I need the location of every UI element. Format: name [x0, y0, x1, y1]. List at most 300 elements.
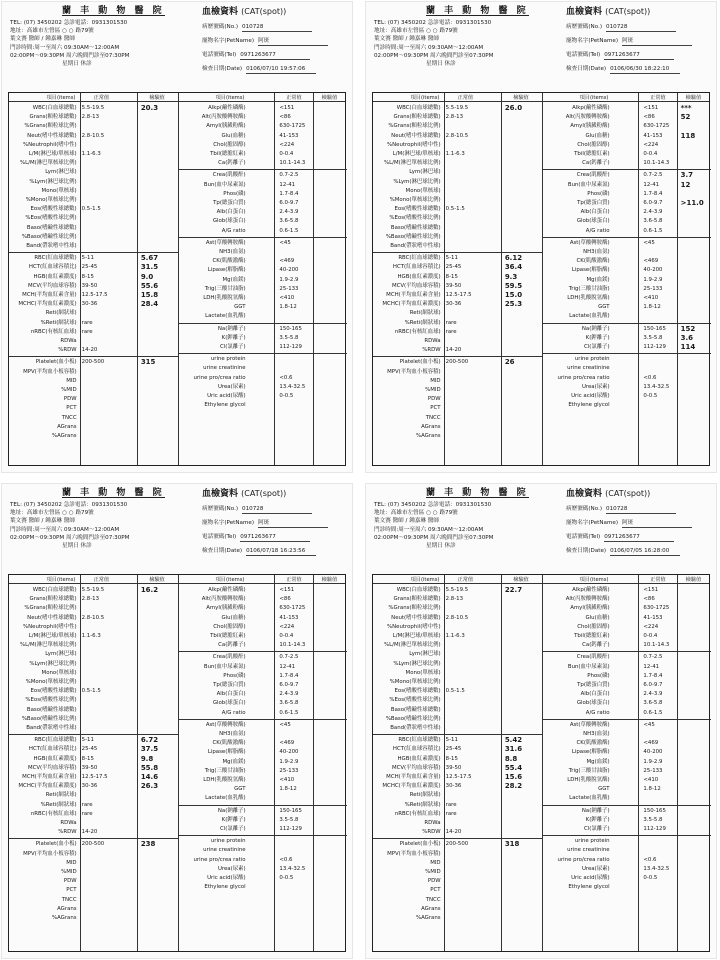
normal-range: rare	[445, 319, 457, 326]
normal-range: rare	[445, 801, 457, 808]
test-name: Bun(血中尿素氮)	[567, 181, 610, 188]
test-name: Alb(白蛋白)	[216, 209, 246, 216]
table-row	[373, 423, 709, 432]
table-row	[373, 414, 709, 423]
table-row	[373, 181, 709, 190]
test-name: %L/M(淋巴單核球比例)	[384, 642, 441, 649]
result-value: 315	[140, 358, 156, 367]
normal-range: 0-0.5	[279, 393, 294, 399]
exam-date-value: 0106/07/10 19:57:06	[246, 66, 316, 74]
normal-range: 40-200	[643, 749, 663, 756]
normal-range: 25-133	[643, 285, 663, 292]
test-name: L/M(淋巴球/單核球)	[28, 633, 77, 639]
test-name: AGrans	[57, 423, 77, 430]
test-name: Alb(白蛋白)	[580, 209, 610, 216]
test-name: RBC(紅血球總數)	[34, 737, 77, 744]
header-normal: 正常值	[93, 95, 110, 101]
test-name: Trig(三酸甘油脂)	[204, 767, 246, 774]
table-row	[9, 663, 345, 672]
normal-range: 2.4-3.9	[643, 209, 663, 216]
header-result: 檢驗值	[321, 577, 338, 583]
table-row	[9, 730, 345, 739]
normal-range: 1.1-6.3	[81, 633, 101, 639]
test-name: %MID	[425, 387, 441, 393]
test-name: WBC(白血球總數)	[32, 587, 77, 593]
exam-date-field	[566, 548, 680, 556]
test-name: K(鉀離子)	[585, 334, 610, 341]
test-name: urine creatinine	[567, 847, 610, 854]
test-name: %Neutrophil(嗜中性)	[22, 623, 77, 630]
normal-range: 2.8-10.5	[81, 132, 105, 139]
table-row	[373, 690, 709, 699]
case-number-label: 病歷號碼(No.)	[202, 24, 239, 30]
result-value: 36.4	[504, 263, 523, 272]
result-value: 52	[680, 113, 691, 122]
report-title-text: 血檢資料	[202, 7, 239, 17]
normal-range: 1.9-2.9	[643, 758, 663, 765]
test-name: %L/M(淋巴單核球比例)	[384, 160, 441, 167]
result-value: 15.8	[140, 291, 159, 299]
test-name: Na(鈉離子)	[581, 325, 610, 332]
test-name: urine pro/crea ratio	[193, 856, 246, 863]
normal-range: <0.6	[279, 374, 293, 381]
normal-range: <45	[279, 239, 291, 246]
table-row	[373, 641, 709, 650]
normal-range: 150-165	[643, 807, 666, 814]
test-name: %MID	[61, 869, 77, 875]
table-row	[373, 227, 709, 236]
test-name: WBC(白血球總數)	[32, 105, 77, 111]
normal-range: 0-0.4	[643, 633, 658, 639]
test-name: MCHC(平均血紅素濃度)	[382, 301, 441, 308]
normal-range: <410	[279, 777, 295, 783]
normal-range: <86	[279, 596, 291, 603]
test-name: CK(肌酸激酶)	[212, 740, 246, 747]
normal-range: 30-36	[81, 783, 98, 790]
clinic-hours-evening: 02:00PM～09:30PM 周六晚間門診至07:30PM	[374, 535, 494, 541]
test-name: Mg(血鎂)	[586, 276, 610, 283]
test-name: %Mono(單核球比例)	[389, 679, 441, 685]
normal-range: <224	[279, 141, 295, 148]
table-row	[9, 699, 345, 708]
table-row	[373, 883, 709, 892]
test-name: Platelet(血小板)	[399, 359, 441, 366]
test-name: %Neutrophil(嗜中性)	[386, 141, 441, 148]
table-row	[9, 816, 345, 825]
test-name: WBC(白血球總數)	[396, 587, 441, 593]
normal-range: 3.6-5.8	[279, 218, 299, 225]
normal-range: 8-15	[445, 755, 458, 762]
table-row	[373, 672, 709, 681]
case-number-label: 病歷號碼(No.)	[566, 506, 603, 512]
test-name: Glu(血糖)	[221, 132, 246, 139]
test-name: RBC(紅血球總數)	[398, 737, 441, 744]
table-row	[9, 208, 345, 217]
test-name: Grans(顆粒球總數)	[29, 114, 77, 121]
normal-range: 41-153	[643, 132, 663, 139]
report-tag: (CAT(spot))	[241, 7, 287, 16]
owner-phone-field	[202, 52, 310, 60]
header-result: 檢驗值	[149, 577, 165, 583]
normal-range: 0.6-1.5	[643, 709, 663, 716]
clinic-hours: 門診時間:周一至周六 09:30AM～12:00AM	[10, 527, 120, 533]
test-name: Bun(血中尿素氮)	[203, 663, 246, 670]
result-value: 152	[680, 324, 696, 333]
clinic-hours: 門診時間:周一至周六 09:30AM～12:00AM	[10, 45, 120, 51]
lab-report-sheet	[2, 2, 352, 472]
test-name: Alt(丙胺酸轉胺酶)	[565, 596, 610, 603]
table-row	[9, 414, 345, 423]
normal-range: <224	[643, 623, 659, 630]
clinic-name: 蘭 丰 動 物 醫 院	[62, 6, 165, 16]
normal-range: 10.1-14.3	[643, 642, 670, 649]
table-row	[373, 159, 709, 168]
section-divider	[178, 169, 347, 170]
case-number-field	[202, 506, 312, 514]
test-name: Glu(血糖)	[221, 614, 246, 621]
normal-range: 5-11	[81, 737, 94, 744]
test-name: PDW	[427, 878, 441, 885]
test-name: Mg(血鎂)	[222, 758, 246, 765]
test-name: AGrans	[57, 905, 77, 912]
test-name: Lym(淋巴球)	[45, 169, 77, 176]
normal-range: rare	[445, 328, 457, 335]
clinic-address: 地址：高雄市左營區 ○ ○ 路79號	[10, 28, 94, 34]
table-row	[9, 641, 345, 650]
header-item: 項目(items)	[46, 95, 76, 101]
case-number-field	[566, 24, 676, 32]
normal-range: 12-41	[279, 663, 296, 670]
owner-phone-value: 0971263677	[604, 534, 674, 542]
report-header	[2, 484, 352, 570]
test-name: GGT	[234, 304, 246, 311]
normal-range: 12-41	[279, 181, 296, 188]
normal-range: 41-153	[279, 132, 299, 139]
normal-range: 630-1725	[643, 123, 670, 130]
result-value: 31.5	[140, 263, 159, 272]
test-name: %Lym(淋巴球比例)	[393, 178, 441, 185]
normal-range: 0.5-1.5	[81, 206, 101, 213]
table-row	[9, 334, 345, 343]
table-row	[373, 325, 709, 334]
normal-range: <151	[279, 587, 295, 593]
test-name: Lym(淋巴球)	[409, 169, 441, 176]
normal-range: <0.6	[643, 374, 657, 381]
table-row	[373, 874, 709, 883]
test-name: Eos(嗜酸性球總數)	[394, 688, 441, 695]
normal-range: 12-41	[643, 181, 660, 188]
normal-range: <410	[279, 295, 295, 301]
test-name: %Reti(網狀球)	[404, 801, 441, 808]
result-value: 118	[680, 131, 696, 140]
test-name: Urea(尿素)	[581, 865, 610, 872]
table-row	[373, 663, 709, 672]
normal-range: 1.9-2.9	[279, 758, 299, 765]
lab-results-table	[372, 92, 710, 466]
pet-name-label: 寵物名字(PetName)	[202, 520, 255, 526]
test-name: A/G ratio	[221, 709, 246, 716]
normal-range: 200-500	[445, 841, 469, 848]
table-row	[9, 248, 345, 257]
test-name: Crea(肌酸酐)	[212, 654, 246, 661]
normal-range: 200-500	[445, 359, 469, 366]
pet-name-value: 阿斑	[258, 38, 328, 46]
normal-range: 30-36	[81, 301, 98, 308]
table-row	[9, 432, 345, 441]
test-name: MCH(平均血紅素含量)	[22, 292, 77, 298]
test-name: Band(帶狀嗜中性球)	[26, 243, 77, 249]
test-name: Uric acid(尿酸)	[207, 875, 246, 881]
owner-phone-label: 電話號碼(Tel)	[566, 534, 601, 540]
normal-range: 30-36	[445, 783, 462, 790]
test-name: Lipase(解脂酶)	[571, 267, 610, 274]
table-row	[373, 846, 709, 855]
test-name: Lym(淋巴球)	[409, 651, 441, 658]
normal-range: <45	[279, 721, 291, 728]
test-name: Reti(網狀球)	[409, 310, 441, 317]
table-row	[9, 672, 345, 681]
normal-range: 14-20	[81, 829, 98, 836]
table-row	[9, 914, 345, 923]
table-row	[373, 141, 709, 150]
header-result: 檢驗值	[149, 95, 165, 101]
test-name: Urea(尿素)	[581, 383, 610, 390]
table-row	[373, 721, 709, 730]
test-name: Grans(顆粒球總數)	[393, 114, 441, 121]
test-name: %L/M(淋巴單核球比例)	[20, 642, 77, 649]
section-divider	[178, 805, 347, 806]
test-name: Cl(氯離子)	[583, 344, 610, 350]
test-name: Ast(草酸轉胺酶)	[569, 239, 610, 246]
normal-range: 0-0.5	[643, 393, 658, 399]
test-name: L/M(淋巴球/單核球)	[392, 151, 441, 157]
test-name: Ethylene glycol	[568, 402, 610, 409]
test-name: Baso(嗜鹼性球總數)	[26, 706, 77, 713]
normal-range: <0.6	[643, 856, 657, 863]
test-name: urine creatinine	[567, 365, 610, 372]
test-name: NH3(血氨)	[583, 731, 610, 737]
result-value: 28.2	[504, 782, 523, 791]
owner-phone-field	[566, 52, 674, 60]
table-row	[9, 846, 345, 855]
table-row	[9, 171, 345, 180]
normal-range: 25-133	[279, 285, 299, 292]
test-name: %Baso(嗜鹼性球比例)	[385, 233, 441, 240]
normal-range: 1.8-12	[643, 304, 661, 311]
result-value: 16.2	[140, 586, 159, 594]
exam-date-label: 檢查日期(Date)	[202, 66, 243, 72]
test-name: RBC(紅血球總數)	[398, 255, 441, 262]
test-name: Crea(肌酸酐)	[212, 172, 246, 179]
normal-range: 2.8-10.5	[445, 614, 469, 621]
test-name: Tp(總蛋白質)	[213, 200, 246, 206]
table-row	[9, 239, 345, 248]
test-name: Platelet(血小板)	[35, 841, 77, 848]
normal-range: 2.8-10.5	[81, 614, 105, 621]
exam-date-label: 檢查日期(Date)	[202, 548, 243, 554]
test-name: %Baso(嗜鹼性球比例)	[21, 233, 77, 240]
test-name: Phos(磷)	[587, 672, 610, 679]
normal-range: 5-11	[445, 737, 458, 744]
normal-range: 112-129	[279, 826, 302, 832]
normal-range: 14-20	[81, 347, 98, 354]
normal-range: 112-129	[279, 344, 302, 350]
test-name: Tp(總蛋白質)	[577, 682, 610, 688]
normal-range: 5.5-19.5	[445, 105, 469, 111]
table-header-row	[9, 575, 345, 584]
table-row	[373, 355, 709, 364]
table-row	[373, 266, 709, 275]
test-name: %Baso(嗜鹼性球比例)	[385, 715, 441, 722]
table-row	[373, 748, 709, 757]
normal-range: 6.0-9.7	[279, 200, 299, 206]
owner-phone-value: 0971263677	[240, 52, 310, 60]
test-name: urine protein	[574, 356, 610, 363]
normal-range: 39-50	[445, 282, 462, 289]
test-name: CK(肌酸激酶)	[576, 740, 610, 747]
test-name: Band(帶狀嗜中性球)	[26, 725, 77, 731]
normal-range: 3.5-5.8	[643, 816, 663, 823]
normal-range: 630-1725	[279, 605, 306, 612]
test-name: Tbil(總膽紅素)	[574, 151, 610, 157]
normal-range: 200-500	[81, 841, 105, 848]
normal-range: 3.5-5.8	[643, 334, 663, 341]
test-name: Reti(網狀球)	[409, 792, 441, 799]
normal-range: rare	[81, 810, 93, 817]
test-name: Phos(磷)	[223, 672, 246, 679]
test-name: TNCC	[61, 414, 77, 421]
table-row	[373, 653, 709, 662]
normal-range: <224	[643, 141, 659, 148]
normal-range: 1.7-8.4	[279, 672, 299, 679]
test-name: TNCC	[425, 896, 441, 903]
normal-range: 0-0.5	[279, 875, 294, 881]
table-row	[9, 355, 345, 364]
report-tag: (CAT(spot))	[605, 489, 651, 498]
header-result: 檢驗值	[513, 95, 529, 101]
test-name: %Reti(網狀球)	[40, 801, 77, 808]
header-item: 項目(items)	[579, 577, 609, 583]
test-name: %AGrans	[415, 433, 441, 439]
normal-range: 14-20	[445, 347, 462, 354]
normal-range: 39-50	[81, 282, 98, 289]
test-name: PDW	[427, 396, 441, 403]
section-divider	[542, 805, 711, 806]
normal-range: <469	[643, 740, 659, 747]
section-divider	[542, 323, 711, 324]
test-name: Platelet(血小板)	[35, 359, 77, 366]
test-name: Uric acid(尿酸)	[571, 875, 610, 881]
table-row	[9, 595, 345, 604]
test-name: Neut(嗜中性球總數)	[391, 132, 441, 139]
test-name: CK(肌酸激酶)	[212, 258, 246, 265]
test-name: MID	[66, 859, 77, 866]
table-row	[373, 432, 709, 441]
clinic-doctors: 葉文賽 醫師 / 鍾嘉琳 醫師	[10, 518, 75, 524]
test-name: %Mono(單核球比例)	[25, 197, 77, 203]
table-row	[9, 767, 345, 776]
pet-name-label: 寵物名字(PetName)	[202, 38, 255, 44]
normal-range: 25-45	[445, 264, 462, 271]
table-row	[373, 374, 709, 383]
normal-range: 40-200	[643, 267, 663, 274]
header-normal: 正常值	[286, 577, 302, 583]
clinic-doctors: 葉文賽 醫師 / 鍾嘉琳 醫師	[374, 36, 439, 42]
result-value: 26.3	[140, 782, 159, 791]
test-name: Eos(嗜酸性球總數)	[30, 688, 77, 695]
test-name: %Reti(網狀球)	[40, 319, 77, 326]
table-row	[9, 709, 345, 718]
section-divider	[542, 651, 711, 652]
test-name: Neut(嗜中性球總數)	[27, 614, 77, 621]
clinic-phone: TEL: (07) 3450202 急診電話：0931301530	[374, 502, 492, 508]
owner-phone-label: 電話號碼(Tel)	[202, 534, 237, 540]
normal-range: 25-45	[445, 746, 462, 753]
test-name: Glob(球蛋白)	[576, 218, 610, 225]
test-name: MPV(平均血小板容積)	[387, 368, 441, 375]
normal-range: 0.5-1.5	[445, 688, 465, 695]
pet-name-value: 阿斑	[622, 38, 692, 46]
test-name: Tp(總蛋白質)	[213, 682, 246, 688]
table-row	[373, 401, 709, 410]
normal-range: rare	[81, 328, 93, 335]
table-row	[9, 159, 345, 168]
table-row	[9, 721, 345, 730]
lab-results-table	[8, 574, 346, 952]
test-name: %AGrans	[51, 433, 77, 439]
report-title	[566, 490, 650, 498]
test-name: nRBC(有核紅血球)	[394, 328, 441, 335]
normal-range: 13.4-32.5	[279, 865, 306, 872]
test-name: PCT	[430, 887, 441, 894]
clinic-phone: TEL: (07) 3450202 急診電話：0931301530	[10, 502, 128, 508]
normal-range: 13.4-32.5	[643, 865, 670, 872]
result-value: 22.7	[504, 586, 523, 594]
table-row	[373, 604, 709, 613]
normal-range: 1.8-12	[279, 304, 297, 311]
clinic-hours: 門診時間:周一至周六 09:30AM～12:00AM	[374, 45, 484, 51]
test-name: LDH(乳酸脫氫酶)	[203, 295, 246, 301]
normal-range: 0.6-1.5	[279, 227, 299, 234]
test-name: GGT	[598, 786, 610, 793]
test-name: nRBC(有核紅血球)	[394, 810, 441, 817]
test-name: %RDW	[422, 347, 441, 354]
table-row	[9, 614, 345, 623]
table-row	[373, 343, 709, 352]
table-row	[373, 632, 709, 641]
test-name: %Eos(嗜酸性球比例)	[25, 215, 77, 222]
test-name: NH3(血氨)	[219, 249, 246, 255]
test-name: NH3(血氨)	[219, 731, 246, 737]
test-name: Lactate(血乳酸)	[569, 313, 610, 320]
test-name: %Baso(嗜鹼性球比例)	[21, 715, 77, 722]
result-value: 55.6	[140, 281, 159, 290]
table-row	[9, 896, 345, 905]
exam-date-value: 0106/06/30 18:22:10	[610, 66, 680, 74]
clinic-name: 蘭 丰 動 物 醫 院	[62, 488, 165, 498]
test-name: Eos(嗜酸性球總數)	[30, 206, 77, 213]
header-result: 檢驗值	[321, 95, 338, 101]
normal-range: 630-1725	[643, 605, 670, 612]
test-name: Ast(草酸轉胺酶)	[205, 721, 246, 728]
normal-range: 150-165	[279, 807, 302, 814]
table-row	[373, 730, 709, 739]
test-name: Ca(鈣離子)	[218, 642, 246, 649]
test-name: LDH(乳酸脫氫酶)	[567, 777, 610, 783]
test-name: Urea(尿素)	[217, 383, 246, 390]
section-divider	[178, 719, 347, 720]
test-name: MPV(平均血小板容積)	[23, 850, 77, 857]
